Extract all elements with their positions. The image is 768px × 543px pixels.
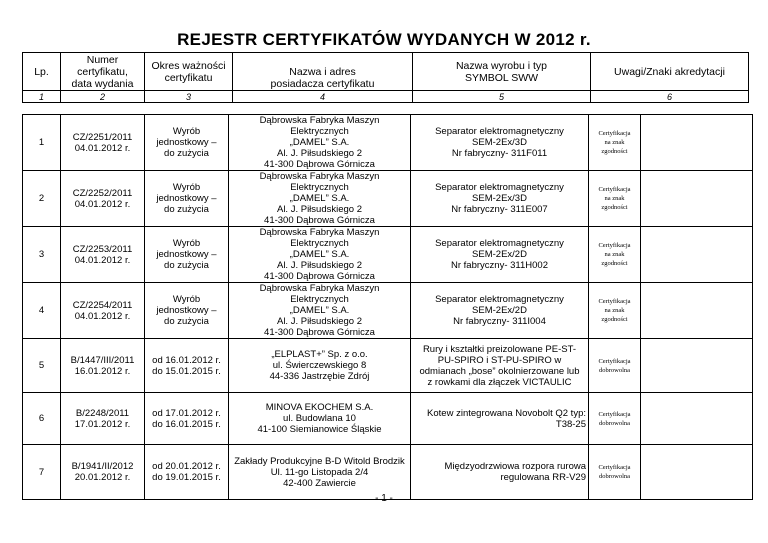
row-empty-cell [641,393,753,445]
header-uwagi: Uwagi/Znaki akredytacji [591,53,749,91]
row-numer: B/1447/III/2011 16.01.2012 r. [61,339,145,393]
page-number: - 1 - [375,493,393,504]
row-lp: 2 [23,171,61,227]
row-okres: od 16.01.2012 r. do 15.01.2015 r. [145,339,229,393]
document-title: REJESTR CERTYFIKATÓW WYDANYCH W 2012 r. [177,30,591,49]
row-okres: od 17.01.2012 r. do 16.01.2015 r. [145,393,229,445]
register-body-table [22,114,753,500]
row-lp: 4 [23,283,61,339]
row-okres: Wyrób jednostkowy – do zużycia [145,283,229,339]
column-number: 2 [61,91,145,103]
row-okres: Wyrób jednostkowy – do zużycia [145,171,229,227]
row-empty-cell [641,445,753,500]
row-wyrob: Kotew zintegrowana Novobolt Q2 typ: T38-25 [411,393,589,445]
row-uwagi: Certyfikacja dobrowolna [589,339,641,393]
row-okres: Wyrób jednostkowy – do zużycia [145,115,229,171]
row-uwagi: Certyfikacja na znak zgodności [589,283,641,339]
row-uwagi: Certyfikacja dobrowolna [589,445,641,500]
column-number: 1 [23,91,61,103]
table-row [23,339,753,393]
row-wyrob: Rury i kształtki preizolowane PE-ST- PU-SPIRO i ST-PU-SPIRO w odmianach „bose” okolnierzowane lub z rowkami dla złączek VICTAULIC [411,339,589,393]
column-number: 4 [233,91,413,103]
row-numer: CZ/2254/2011 04.01.2012 r. [61,283,145,339]
row-nazwa: MINOVA EKOCHEM S.A. ul. Budowlana 10 41-100 Siemianowice Śląskie [229,393,411,445]
row-lp: 6 [23,393,61,445]
row-lp: 1 [23,115,61,171]
row-empty-cell [641,283,753,339]
row-nazwa: Dąbrowska Fabryka Maszyn Elektrycznych „DAMEL” S.A. Al. J. Piłsudskiego 2 41-300 Dąbrowa Górnicza [229,283,411,339]
register-header-table [22,52,749,103]
row-lp: 3 [23,227,61,283]
row-numer: CZ/2252/2011 04.01.2012 r. [61,171,145,227]
row-nazwa: Dąbrowska Fabryka Maszyn Elektrycznych „DAMEL” S.A. Al. J. Piłsudskiego 2 41-300 Dąbrowa Górnicza [229,171,411,227]
table-row [23,445,753,500]
row-uwagi: Certyfikacja dobrowolna [589,393,641,445]
row-nazwa: Zakłady Produkcyjne B-D Witold Brodzik Ul. 11-go Listopada 2/4 42-400 Zawiercie [229,445,411,500]
row-nazwa: „ELPLAST+” Sp. z o.o. ul. Świerczewskiego 8 44-336 Jastrzębie Zdrój [229,339,411,393]
column-number: 5 [413,91,591,103]
row-empty-cell [641,227,753,283]
table-row [23,115,753,171]
row-empty-cell [641,171,753,227]
row-numer: B/2248/2011 17.01.2012 r. [61,393,145,445]
row-wyrob: Separator elektromagnetyczny SEM-2Ex/2D Nr fabryczny- 311H002 [411,227,589,283]
row-wyrob: Separator elektromagnetyczny SEM-2Ex/2D Nr fabryczny- 311I004 [411,283,589,339]
header-lp: Lp. [23,53,61,91]
column-number: 3 [145,91,233,103]
column-number: 6 [591,91,749,103]
row-wyrob: Separator elektromagnetyczny SEM-2Ex/3D Nr fabryczny- 311E007 [411,171,589,227]
row-empty-cell [641,339,753,393]
table-row [23,227,753,283]
table-row [23,283,753,339]
row-empty-cell [641,115,753,171]
header-wyrob: Nazwa wyrobu i typ SYMBOL SWW [413,53,591,91]
row-wyrob: Międzyodrzwiowa rozpora rurowa regulowana RR-V29 [411,445,589,500]
row-wyrob: Separator elektromagnetyczny SEM-2Ex/3D Nr fabryczny- 311F011 [411,115,589,171]
header-numer: Numer certyfikatu, data wydania [61,53,145,91]
row-uwagi: Certyfikacja na znak zgodności [589,115,641,171]
row-uwagi: Certyfikacja na znak zgodności [589,171,641,227]
row-lp: 5 [23,339,61,393]
row-numer: CZ/2251/2011 04.01.2012 r. [61,115,145,171]
row-numer: B/1941/II/2012 20.01.2012 r. [61,445,145,500]
header-okres: Okres ważności certyfikatu [145,53,233,91]
row-okres: od 20.01.2012 r. do 19.01.2015 r. [145,445,229,500]
row-uwagi: Certyfikacja na znak zgodności [589,227,641,283]
row-nazwa: Dąbrowska Fabryka Maszyn Elektrycznych „DAMEL” S.A. Al. J. Piłsudskiego 2 41-300 Dąbrowa Górnicza [229,115,411,171]
table-row [23,393,753,445]
row-nazwa: Dąbrowska Fabryka Maszyn Elektrycznych „DAMEL” S.A. Al. J. Piłsudskiego 2 41-300 Dąbrowa Górnicza [229,227,411,283]
row-numer: CZ/2253/2011 04.01.2012 r. [61,227,145,283]
row-lp: 7 [23,445,61,500]
header-nazwa: Nazwa i adres posiadacza certyfikatu [233,53,413,91]
row-okres: Wyrób jednostkowy – do zużycia [145,227,229,283]
table-row [23,171,753,227]
